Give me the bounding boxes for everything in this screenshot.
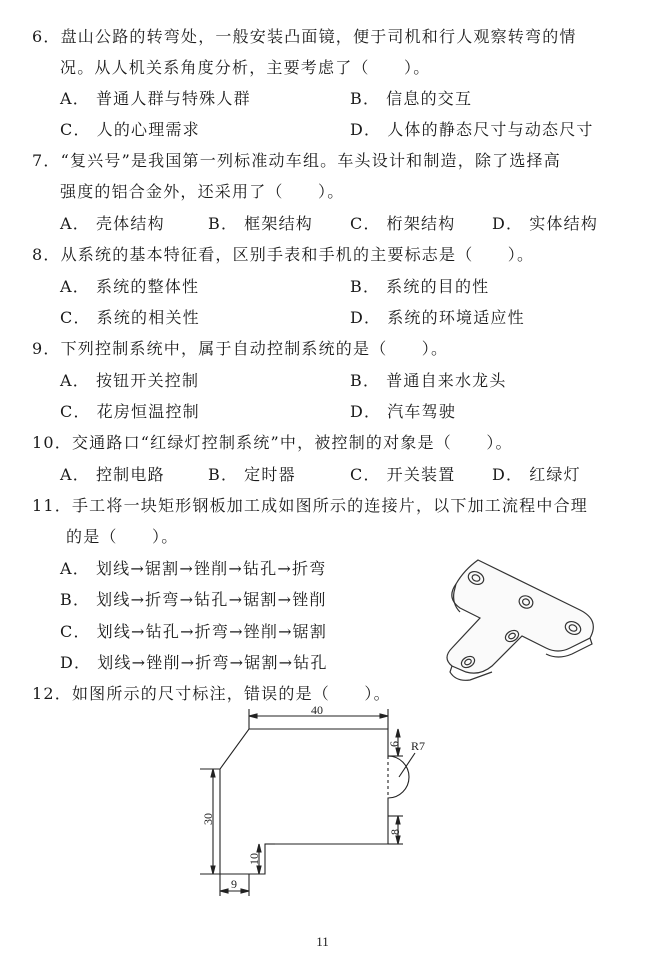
option-text: 普通自来水龙头 — [386, 371, 507, 390]
option-label: A． — [60, 559, 90, 578]
option-c[interactable] — [60, 305, 200, 328]
option-text: 划线→钻孔→折弯→锉削→锯割 — [96, 622, 328, 641]
option-text: 按钮开关控制 — [95, 371, 200, 390]
option-text: 系统的环境适应性 — [387, 308, 525, 327]
option-text: 壳体结构 — [95, 214, 165, 233]
option-b[interactable] — [350, 368, 507, 391]
question-number: 8． — [32, 245, 61, 264]
option-label: B． — [350, 371, 381, 390]
option-text: 信息的交互 — [386, 89, 473, 108]
radius-leader — [399, 753, 415, 777]
part-outline — [220, 729, 409, 874]
question-number: 12． — [32, 684, 72, 703]
option-label: B． — [208, 214, 239, 233]
question-text: 交通路口“红绿灯控制系统”中，被控制的对象是（ ）。 — [71, 433, 513, 452]
dim-top-label: 40 — [311, 706, 323, 717]
option-label: C． — [60, 402, 91, 421]
option-c[interactable] — [350, 211, 455, 234]
option-c[interactable] — [350, 462, 455, 485]
dim-left-label: 30 — [201, 813, 215, 825]
option-label: D． — [60, 653, 92, 672]
option-label: C． — [60, 120, 91, 139]
question-text: 从系统的基本特征看，区别手表和手机的主要标志是（ ）。 — [60, 245, 535, 264]
page-number: 11 — [316, 934, 329, 949]
question-number: 11． — [32, 496, 72, 515]
dim-radius-label: R7 — [411, 739, 426, 753]
option-text: 汽车驾驶 — [387, 402, 457, 421]
option-label: B． — [60, 590, 91, 609]
option-label: C． — [60, 622, 91, 641]
option-text: 划线→折弯→钻孔→锯割→锉削 — [96, 590, 327, 609]
option-d[interactable] — [350, 117, 594, 140]
option-label: B． — [208, 465, 239, 484]
question-8 — [32, 242, 622, 265]
question-text: 下列控制系统中，属于自动控制系统的是（ ）。 — [60, 339, 449, 358]
option-text: 控制电路 — [95, 465, 165, 484]
option-a[interactable] — [60, 368, 199, 391]
option-text: 实体结构 — [529, 214, 599, 233]
option-a[interactable] — [60, 211, 165, 234]
option-text: 系统的目的性 — [386, 277, 490, 296]
option-text: 划线→锉削→折弯→锯割→钻孔 — [97, 653, 328, 672]
question-number: 9． — [32, 339, 61, 358]
option-b[interactable] — [60, 587, 327, 610]
question-text: “复兴号”是我国第一列标准动车组。车头设计和制造，除了选择高 — [60, 151, 561, 170]
option-label: D． — [492, 465, 524, 484]
question-11-cont: 的是（ ）。 — [66, 527, 179, 546]
option-text: 桁架结构 — [386, 214, 456, 233]
option-text: 系统的相关性 — [96, 308, 200, 327]
option-text: 普通人群与特殊人群 — [95, 89, 251, 108]
option-label: C． — [60, 308, 91, 327]
option-text: 人体的静态尺寸与动态尺寸 — [387, 120, 594, 139]
option-c[interactable] — [60, 117, 200, 140]
question-7-cont: 强度的铝合金外，还采用了（ ）。 — [60, 182, 345, 201]
option-d[interactable] — [60, 650, 328, 673]
dim-step-label: 10 — [247, 853, 261, 865]
question-number: 7． — [32, 151, 61, 170]
option-c[interactable] — [60, 619, 327, 642]
option-label: B． — [350, 277, 381, 296]
option-label: A． — [60, 214, 90, 233]
option-b[interactable] — [350, 274, 489, 297]
question-number: 10． — [32, 433, 72, 452]
option-label: C． — [350, 214, 381, 233]
option-label: A． — [60, 277, 90, 296]
option-label: D． — [350, 120, 382, 139]
option-text: 人的心理需求 — [96, 120, 200, 139]
option-a[interactable] — [60, 556, 326, 579]
option-text: 花房恒温控制 — [96, 402, 200, 421]
option-label: D． — [350, 308, 382, 327]
question-text: 手工将一块矩形钢板加工成如图所示的连接片，以下加工流程中合理 — [71, 496, 588, 515]
question-6-cont: 况。从人机关系角度分析，主要考虑了（ ）。 — [60, 58, 431, 77]
option-text: 系统的整体性 — [95, 277, 200, 296]
option-text: 红绿灯 — [529, 465, 581, 484]
option-c[interactable] — [60, 399, 200, 422]
option-d[interactable] — [492, 462, 581, 485]
option-d[interactable] — [350, 305, 525, 328]
option-text: 框架结构 — [244, 214, 313, 233]
option-text: 划线→锯割→锉削→钻孔→折弯 — [95, 559, 327, 578]
option-label: A． — [60, 465, 90, 484]
option-text: 定时器 — [244, 465, 296, 484]
option-label: B． — [350, 89, 381, 108]
dim-right-top-label: 6 — [387, 741, 401, 747]
option-a[interactable] — [60, 462, 165, 485]
option-d[interactable] — [492, 211, 598, 234]
option-a[interactable] — [60, 274, 199, 297]
question-9 — [32, 336, 622, 359]
question-7 — [32, 148, 622, 171]
option-b[interactable] — [350, 86, 472, 109]
option-label: C． — [350, 465, 381, 484]
option-label: A． — [60, 89, 90, 108]
option-b[interactable] — [208, 211, 313, 234]
dim-right-bottom-label: 8 — [388, 829, 402, 835]
option-b[interactable] — [208, 462, 296, 485]
option-d[interactable] — [350, 399, 456, 422]
option-a[interactable] — [60, 86, 251, 109]
question-12 — [32, 681, 622, 704]
question-text: 如图所示的尺寸标注，错误的是（ ）。 — [71, 684, 391, 703]
option-label: A． — [60, 371, 90, 390]
question-6 — [32, 24, 622, 47]
question-text: 盘山公路的转弯处，一般安装凸面镜，便于司机和行人观察转弯的情 — [60, 27, 577, 46]
option-text: 开关装置 — [386, 465, 456, 484]
question-10 — [32, 430, 622, 453]
option-label: D． — [492, 214, 524, 233]
connecting-plate-illustration — [430, 548, 615, 688]
dimension-drawing — [195, 706, 435, 906]
question-11 — [32, 493, 622, 516]
question-number: 6． — [32, 27, 61, 46]
option-label: D． — [350, 402, 382, 421]
dim-bottom-label: 9 — [231, 877, 237, 891]
